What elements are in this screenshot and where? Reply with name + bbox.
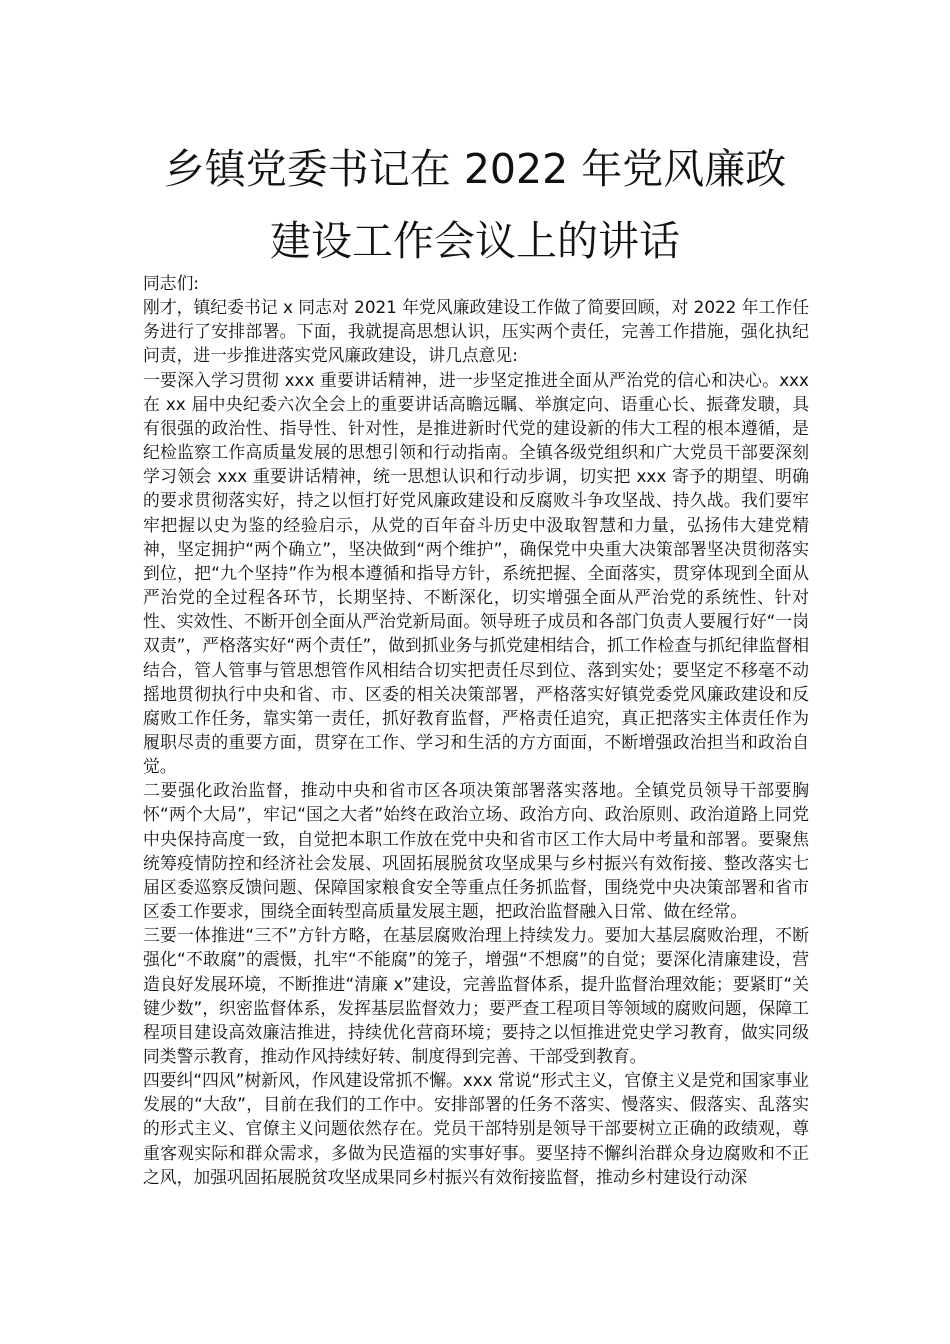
title-line-2: 建设工作会议上的讲话 [270,217,680,265]
paragraph-point-1: 一要深入学习贯彻 xxx 重要讲话精神，进一步坚定推进全面从严治党的信心和决心。xxx 在 xx 届中央纪委六次全会上的重要讲话高瞻远瞩、举旗定向、语重心长、振聋发聩，具有很强的政治性、指导性、针对性，是推进新时代党的建设新的伟大工程的根本遵循，是纪检监察工作高质量发展的思想引领和行动指南。全镇各级党组织和广大党员干部要深刻学习领会 xxx 重要讲话精神，统一思想认识和行动步调，切实把 xxx 寄予的期望、明确的要求贯彻落实好，持之以恒打好党风廉政建设和反腐败斗争攻坚战、持久战。我们要牢牢把握以史为鉴的经验启示，从党的百年奋斗历史中汲取智慧和力量，弘扬伟大建党精神，坚定拥护“两个确立”，坚决做到“两个维护”，确保党中央重大决策部署坚决贯彻落实到位，把“九个坚持”作为根本遵循和指导方针，系统把握、全面落实，贯穿体现到全面从严治党的全过程各环节，长期坚持、不断深化，切实增强全面从严治党的系统性、针对性、实效性、不断开创全面从严治党新局面。领导班子成员和各部门负责人要履行好“一岗双责”，严格落实好“两个责任”，做到抓业务与抓党建相结合，抓工作检查与抓纪律监督相结合，管人管事与管思想管作风相结合切实把责任尽到位、落到实处；要坚定不移毫不动摇地贯彻执行中央和省、市、区委的相关决策部署，严格落实好镇党委党风廉政建设和反腐败工作任务，靠实第一责任，抓好教育监督，严格责任追究，真正把落实主体责任作为履职尽责的重要方面，贯穿在工作、学习和生活的方方面面，不断增强政治担当和政治自觉。 [143,369,809,777]
paragraph-intro: 刚才，镇纪委书记 x 同志对 2021 年党风廉政建设工作做了简要回顾，对 2022 年工作任务进行了安排部署。下面，我就提高思想认识，压实两个责任，完善工作措施，强化执纪问责，进一步推进落实党风廉政建设，讲几点意见: [143,297,809,366]
document-body [143,271,809,1189]
title-line-1: 乡镇党委书记在 2022 年党风廉政 [163,145,787,193]
paragraph-point-3: 三要一体推进“三不”方针方略，在基层腐败治理上持续发力。要加大基层腐败治理，不断强化“不敢腐”的震慑，扎牢“不能腐”的笼子，增强“不想腐”的自觉；要深化清廉建设，营造良好发展环境，不断推进“清廉 x”建设，完善监督体系，提升监督治理效能；要紧盯“关键少数”，织密监督体系，发挥基层监督效力；要严查工程项目等领域的腐败问题，保障工程项目建设高效廉洁推进，持续优化营商环境；要持之以恒推进党史学习教育，做实同级同类警示教育，推动作风持续好转、制度得到完善、干部受到教育。 [143,925,809,1066]
document-title [120,133,830,277]
paragraph-point-4: 四要纠“四风”树新风，作风建设常抓不懈。xxx 常说“形式主义，官僚主义是党和国家事业发展的“大敌”，目前在我们的工作中。安排部署的任务不落实、慢落实、假落实、乱落实的形式主义、官僚主义问题依然存在。党员干部特别是领导干部要树立正确的政绩观，尊重客观实际和群众需求，多做为民造福的实事好事。要坚持不懈纠治群众身边腐败和不正之风，加强巩固拓展脱贫攻坚成果同乡村振兴有效衔接监督，推动乡村建设行动深 [143,1070,809,1187]
salutation: 同志们: [143,273,199,293]
paragraph-point-2: 二要强化政治监督，推动中央和省市区各项决策部署落实落地。全镇党员领导干部要胸怀“两个大局”，牢记“国之大者”始终在政治立场、政治方向、政治原则、政治道路上同党中央保持高度一致，自觉把本职工作放在党中央和省市区工作大局中考量和部署。要聚焦统筹疫情防控和经济社会发展、巩固拓展脱贫攻坚成果与乡村振兴有效衔接、整改落实七届区委巡察反馈问题、保障国家粮食安全等重点任务抓监督，围绕党中央决策部署和省市区委工作要求，围绕全面转型高质量发展主题，把政治监督融入日常、做在经常。 [143,780,809,922]
